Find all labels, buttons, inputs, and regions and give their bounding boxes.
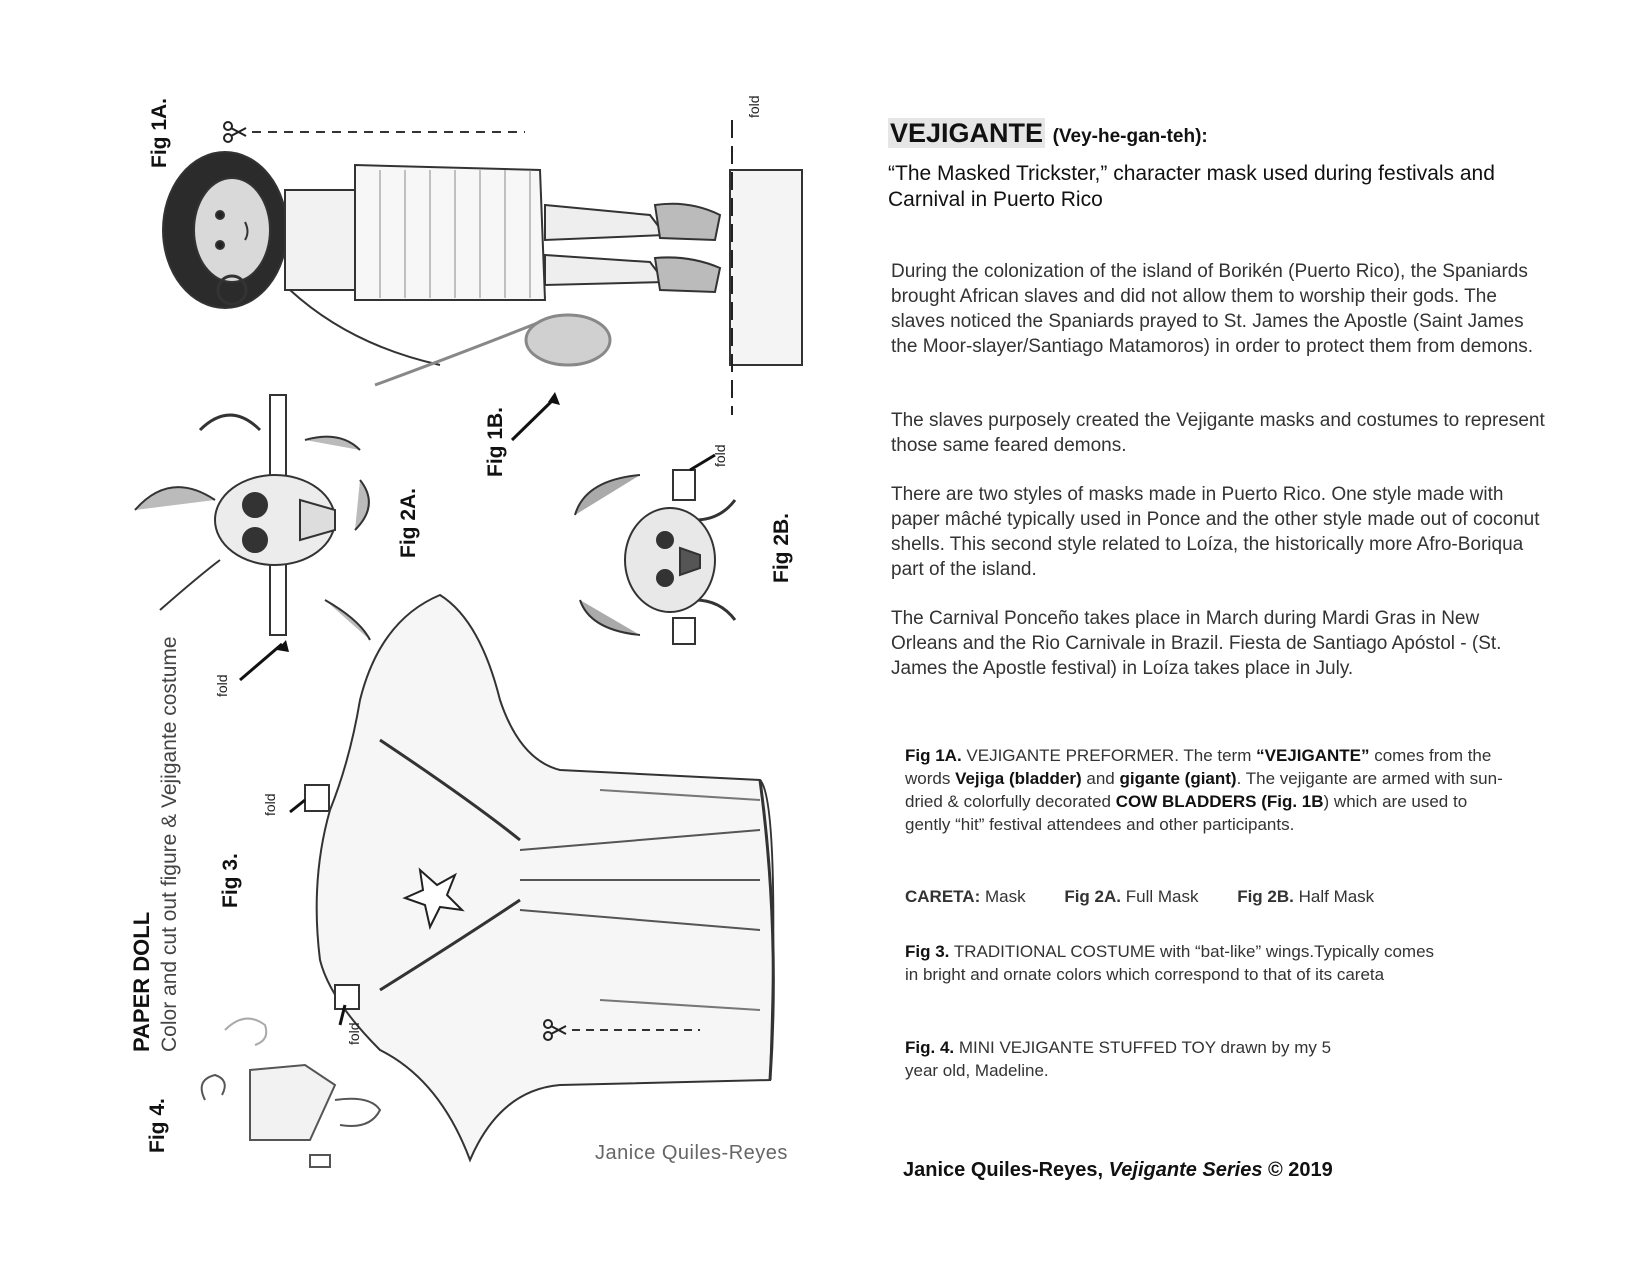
cow-bladder-1b <box>526 315 610 365</box>
artist-signature: Janice Quiles-Reyes <box>595 1142 788 1164</box>
paper-doll-title: PAPER DOLL <box>129 911 154 1052</box>
half-mask-2b <box>575 470 735 644</box>
fig-1b-label: Fig 1B. <box>484 406 507 477</box>
fold-label-top: fold <box>746 95 762 118</box>
full-mask-2a <box>135 395 370 640</box>
fold-tab-3-top <box>305 785 329 811</box>
fold-label-2a: fold <box>214 674 230 697</box>
fig-1a-description: Fig 1A. VEJIGANTE PREFORMER. The term “VEJIGANTE” comes from the words Vejiga (bladder) and gigante (giant). The vejigante are armed with sun-dried & colorfully decorated COW BLADDERS (Fig. 1B) which are used to gently “hit” festival attendees and other participants. <box>905 746 1503 834</box>
fig-1a-label: Fig 1A. <box>148 97 171 168</box>
paragraph-colonization: During the colonization of the island of Borikén (Puerto Rico), the Spaniards brought African slaves and did not allow them to worship their gods. The slaves noticed the Spaniards prayed to St. James the Apostle (Saint James the Moor-slayer/Santiago Matamoros) in order to protect them from demons. <box>891 261 1534 357</box>
costume-3 <box>317 595 774 1160</box>
arrow-2a-fold <box>240 644 282 680</box>
doll-figure-1a <box>163 152 720 385</box>
fold-label-3-top: fold <box>262 793 278 816</box>
copyright-credit: Janice Quiles-Reyes, Vejigante Series © 2019 <box>903 1159 1333 1181</box>
title-word: VEJIGANTE <box>890 118 1044 148</box>
fold-tab-1a <box>730 170 802 365</box>
careta-legend: CARETA: Mask Fig 2A. Full Mask Fig 2B. Half Mask <box>905 887 1375 906</box>
fig-3-description: Fig 3. TRADITIONAL COSTUME with “bat-like” wings.Typically comes in bright and ornate colors which correspond to that of its careta <box>905 942 1435 984</box>
page-title <box>888 118 1208 149</box>
fold-label-3-bottom: fold <box>346 1022 362 1045</box>
scissors-icon <box>224 122 246 142</box>
paper-doll-instruction: Color and cut out figure & Vejigante costume <box>158 636 181 1052</box>
paper-doll-caption <box>128 636 184 1052</box>
fig-2b-label: Fig 2B. <box>770 512 793 583</box>
fig-2a-label: Fig 2A. <box>397 487 420 558</box>
fold-label-2b: fold <box>712 444 728 467</box>
paragraph-carnival: The Carnival Ponceño takes place in March during Mardi Gras in New Orleans and the Rio Carnivale in Brazil. Fiesta de Santiago Apóstol - (St. James the Apostle festival) in Loíza takes place in July. <box>891 608 1502 679</box>
paragraph-masks-created: The slaves purposely created the Vejigante masks and costumes to represent those same feared demons. <box>891 410 1545 456</box>
page-subtitle: “The Masked Trickster,” character mask used during festivals and Carnival in Puerto Rico <box>888 162 1495 211</box>
paragraph-mask-styles: There are two styles of masks made in Puerto Rico. One style made with paper mâché typically used in Ponce and the other style made out of coconut shells. This second style related to Loíza, the historically more Afro-Boriqua part of the island. <box>891 484 1540 580</box>
fig-4-description: Fig. 4. MINI VEJIGANTE STUFFED TOY drawn by my 5 year old, Madeline. <box>905 1038 1332 1080</box>
title-pronunciation: (Vey-he-gan-teh): <box>1052 126 1208 147</box>
fold-tab-3-bottom <box>335 985 359 1009</box>
arrow-1b <box>512 398 555 440</box>
fig-3-label: Fig 3. <box>219 853 242 908</box>
fig-4-label: Fig 4. <box>146 1098 169 1153</box>
